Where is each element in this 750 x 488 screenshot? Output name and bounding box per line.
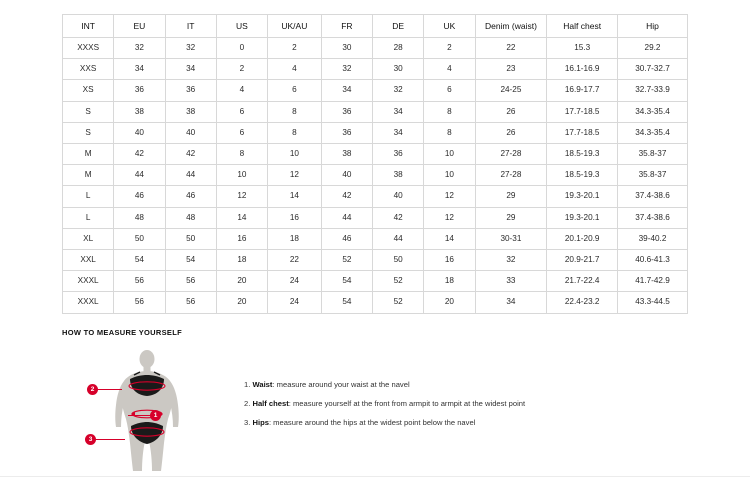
table-cell: 22.4-23.2 <box>547 292 618 313</box>
table-cell: M <box>63 165 114 186</box>
page-divider <box>0 476 750 477</box>
instruction-number: 2. <box>244 398 251 408</box>
table-cell: 43.3-44.5 <box>618 292 688 313</box>
table-cell: 4 <box>268 59 322 80</box>
table-cell: S <box>63 122 114 143</box>
table-cell: 21.7-22.4 <box>547 271 618 292</box>
table-cell: 30-31 <box>475 228 547 249</box>
table-cell: 12 <box>424 207 475 228</box>
table-cell: 44 <box>321 207 372 228</box>
table-cell: 32 <box>475 250 547 271</box>
table-cell: 38 <box>114 101 165 122</box>
table-cell: 36 <box>165 80 216 101</box>
table-cell: 30 <box>321 38 372 59</box>
table-cell: 10 <box>424 144 475 165</box>
table-cell: 36 <box>114 80 165 101</box>
table-cell: 35.8-37 <box>618 165 688 186</box>
table-cell: 40 <box>321 165 372 186</box>
list-item <box>244 417 525 429</box>
table-cell: 30.7-32.7 <box>618 59 688 80</box>
table-cell: 46 <box>165 186 216 207</box>
table-cell: L <box>63 207 114 228</box>
table-cell: 24 <box>268 292 322 313</box>
table-cell: 34 <box>373 122 424 143</box>
table-cell: 39-40.2 <box>618 228 688 249</box>
table-cell: 20 <box>424 292 475 313</box>
table-row <box>63 59 688 80</box>
column-header: UK <box>424 15 475 38</box>
table-cell: 34 <box>114 59 165 80</box>
instruction-term: Hips <box>252 417 269 427</box>
table-cell: 8 <box>424 101 475 122</box>
table-cell: 18 <box>216 250 267 271</box>
table-cell: 32.7-33.9 <box>618 80 688 101</box>
column-header: EU <box>114 15 165 38</box>
table-cell: 16 <box>268 207 322 228</box>
table-row <box>63 292 688 313</box>
table-row <box>63 186 688 207</box>
table-cell: 36 <box>373 144 424 165</box>
table-cell: 24 <box>268 271 322 292</box>
table-cell: 18.5-19.3 <box>547 144 618 165</box>
measure-instructions-list <box>204 365 525 435</box>
table-cell: 38 <box>165 101 216 122</box>
table-cell: 32 <box>165 38 216 59</box>
table-row <box>63 122 688 143</box>
table-cell: 6 <box>268 80 322 101</box>
table-cell: 20.9-21.7 <box>547 250 618 271</box>
table-cell: 44 <box>165 165 216 186</box>
table-cell: 34 <box>475 292 547 313</box>
table-cell: 34 <box>321 80 372 101</box>
table-cell: 4 <box>424 59 475 80</box>
table-cell: 14 <box>268 186 322 207</box>
table-cell: 27-28 <box>475 144 547 165</box>
table-cell: 26 <box>475 122 547 143</box>
table-cell: 22 <box>475 38 547 59</box>
table-cell: XXXL <box>63 292 114 313</box>
size-chart-table-container <box>62 14 688 314</box>
table-cell: 8 <box>268 122 322 143</box>
table-cell: 35.8-37 <box>618 144 688 165</box>
table-cell: 12 <box>216 186 267 207</box>
table-cell: 17.7-18.5 <box>547 122 618 143</box>
table-cell: 52 <box>373 292 424 313</box>
table-cell: 50 <box>165 228 216 249</box>
table-cell: 56 <box>114 271 165 292</box>
column-header: Denim (waist) <box>475 15 547 38</box>
table-cell: 34.3-35.4 <box>618 122 688 143</box>
table-cell: 2 <box>424 38 475 59</box>
table-cell: M <box>63 144 114 165</box>
callout-badge-3: 3 <box>85 434 96 445</box>
table-row <box>63 101 688 122</box>
table-cell: 42 <box>114 144 165 165</box>
table-cell: L <box>63 186 114 207</box>
table-row <box>63 144 688 165</box>
table-cell: 52 <box>373 271 424 292</box>
how-to-measure-title: HOW TO MEASURE YOURSELF <box>62 328 182 337</box>
table-row <box>63 38 688 59</box>
table-cell: 8 <box>424 122 475 143</box>
table-cell: 46 <box>114 186 165 207</box>
table-cell: 37.4-38.6 <box>618 207 688 228</box>
table-cell: 40 <box>373 186 424 207</box>
table-cell: 4 <box>216 80 267 101</box>
table-cell: 24-25 <box>475 80 547 101</box>
table-cell: 20 <box>216 292 267 313</box>
female-figure-illustration <box>100 349 194 474</box>
table-row <box>63 271 688 292</box>
list-item <box>244 398 525 410</box>
table-cell: 30 <box>373 59 424 80</box>
instruction-text: : measure around your waist at the navel <box>272 380 410 389</box>
table-cell: 54 <box>165 250 216 271</box>
table-cell: 36 <box>321 122 372 143</box>
table-cell: 8 <box>268 101 322 122</box>
table-cell: 10 <box>424 165 475 186</box>
size-chart-table <box>62 14 688 314</box>
table-cell: 44 <box>114 165 165 186</box>
table-cell: 27-28 <box>475 165 547 186</box>
table-cell: XXS <box>63 59 114 80</box>
instruction-term: Waist <box>252 380 273 389</box>
table-cell: 54 <box>321 271 372 292</box>
table-cell: 15.3 <box>547 38 618 59</box>
table-cell: 12 <box>268 165 322 186</box>
column-header: INT <box>63 15 114 38</box>
table-cell: 32 <box>321 59 372 80</box>
table-cell: 6 <box>216 101 267 122</box>
table-cell: 0 <box>216 38 267 59</box>
table-cell: 40 <box>165 122 216 143</box>
how-to-measure-section <box>62 328 702 474</box>
table-cell: 22 <box>268 250 322 271</box>
table-cell: XS <box>63 80 114 101</box>
table-cell: 37.4-38.6 <box>618 186 688 207</box>
callout-badge-1: 1 <box>150 410 161 421</box>
instruction-text: : measure around the hips at the widest point below the navel <box>268 417 476 427</box>
table-cell: 56 <box>165 271 216 292</box>
instruction-number: 3. <box>244 417 251 427</box>
list-item <box>244 379 525 391</box>
table-cell: 54 <box>114 250 165 271</box>
table-cell: 16 <box>216 228 267 249</box>
table-cell: 54 <box>321 292 372 313</box>
table-cell: 48 <box>114 207 165 228</box>
table-cell: 2 <box>216 59 267 80</box>
table-cell: 36 <box>321 101 372 122</box>
column-header: FR <box>321 15 372 38</box>
table-cell: 20 <box>216 271 267 292</box>
table-cell: 50 <box>373 250 424 271</box>
table-cell: 17.7-18.5 <box>547 101 618 122</box>
table-cell: 2 <box>268 38 322 59</box>
table-cell: 20.1-20.9 <box>547 228 618 249</box>
table-row <box>63 207 688 228</box>
column-header: DE <box>373 15 424 38</box>
column-header: Hip <box>618 15 688 38</box>
table-cell: 32 <box>373 80 424 101</box>
table-cell: 41.7-42.9 <box>618 271 688 292</box>
table-cell: 29 <box>475 186 547 207</box>
table-cell: 23 <box>475 59 547 80</box>
table-cell: 42 <box>373 207 424 228</box>
table-row <box>63 80 688 101</box>
table-cell: XXXS <box>63 38 114 59</box>
table-cell: 14 <box>424 228 475 249</box>
column-header: IT <box>165 15 216 38</box>
table-cell: 18.5-19.3 <box>547 165 618 186</box>
table-cell: 48 <box>165 207 216 228</box>
table-row <box>63 250 688 271</box>
table-cell: 33 <box>475 271 547 292</box>
table-cell: 6 <box>424 80 475 101</box>
table-cell: 16.9-17.7 <box>547 80 618 101</box>
table-cell: 16.1-16.9 <box>547 59 618 80</box>
table-cell: XL <box>63 228 114 249</box>
column-header: US <box>216 15 267 38</box>
callout-line-half-chest <box>97 389 122 390</box>
table-cell: XXL <box>63 250 114 271</box>
table-cell: 18 <box>268 228 322 249</box>
table-cell: 34.3-35.4 <box>618 101 688 122</box>
body-diagram <box>62 349 194 474</box>
table-cell: 29.2 <box>618 38 688 59</box>
table-cell: 10 <box>216 165 267 186</box>
table-cell: 6 <box>216 122 267 143</box>
callout-line-waist <box>128 415 151 416</box>
instruction-number: 1. <box>244 380 251 389</box>
table-cell: 19.3-20.1 <box>547 186 618 207</box>
table-cell: 56 <box>165 292 216 313</box>
table-header-row <box>63 15 688 38</box>
table-cell: 12 <box>424 186 475 207</box>
table-cell: 46 <box>321 228 372 249</box>
table-cell: 42 <box>165 144 216 165</box>
table-cell: 40.6-41.3 <box>618 250 688 271</box>
callout-line-hips <box>95 439 125 440</box>
column-header: UK/AU <box>268 15 322 38</box>
table-cell: S <box>63 101 114 122</box>
table-cell: 28 <box>373 38 424 59</box>
table-cell: 34 <box>165 59 216 80</box>
table-cell: XXXL <box>63 271 114 292</box>
table-cell: 52 <box>321 250 372 271</box>
table-cell: 32 <box>114 38 165 59</box>
table-cell: 14 <box>216 207 267 228</box>
instruction-text: : measure yourself at the front from armpit to armpit at the widest point <box>288 398 526 408</box>
table-cell: 44 <box>373 228 424 249</box>
table-cell: 19.3-20.1 <box>547 207 618 228</box>
table-cell: 10 <box>268 144 322 165</box>
table-cell: 18 <box>424 271 475 292</box>
table-cell: 29 <box>475 207 547 228</box>
instruction-term: Half chest <box>252 398 289 408</box>
table-cell: 16 <box>424 250 475 271</box>
table-cell: 38 <box>373 165 424 186</box>
table-cell: 34 <box>373 101 424 122</box>
table-cell: 50 <box>114 228 165 249</box>
table-cell: 26 <box>475 101 547 122</box>
table-cell: 38 <box>321 144 372 165</box>
column-header: Half chest <box>547 15 618 38</box>
table-cell: 56 <box>114 292 165 313</box>
table-cell: 42 <box>321 186 372 207</box>
callout-badge-2: 2 <box>87 384 98 395</box>
table-row <box>63 165 688 186</box>
table-cell: 8 <box>216 144 267 165</box>
table-cell: 40 <box>114 122 165 143</box>
table-row <box>63 228 688 249</box>
